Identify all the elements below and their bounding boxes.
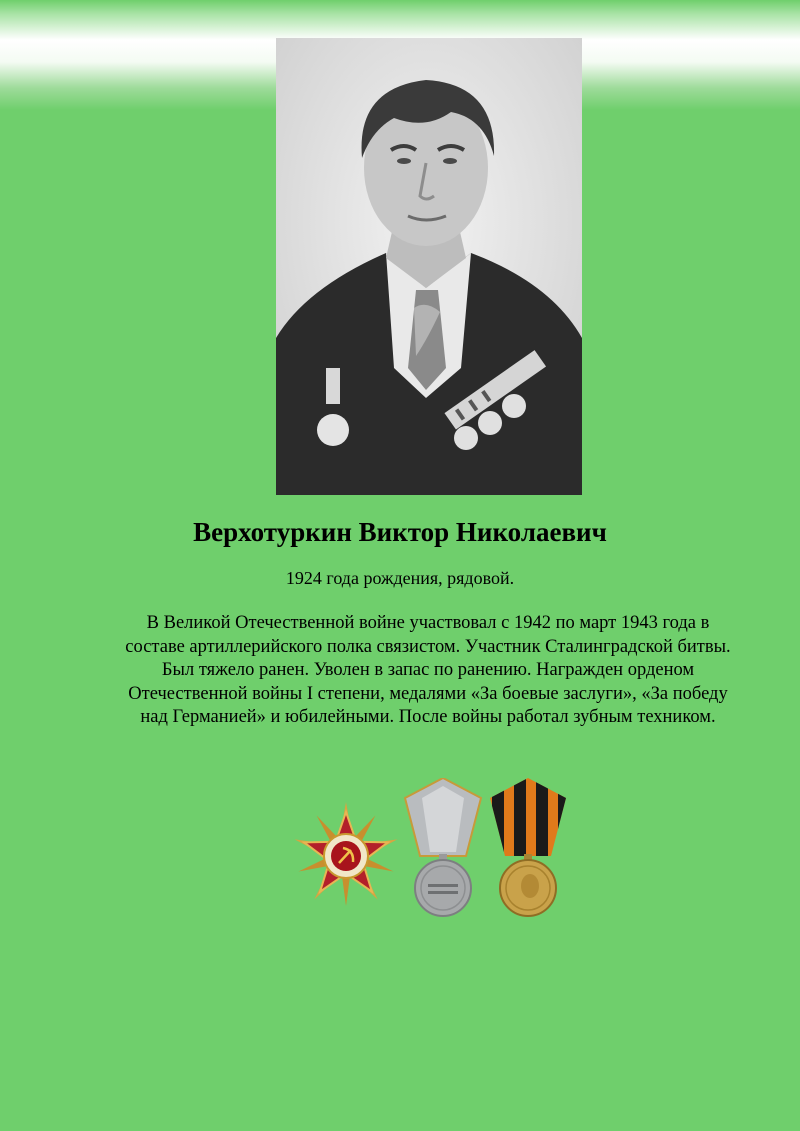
medal-victory-over-germany-icon	[486, 778, 570, 920]
biography-text: В Великой Отечественной войне участвовал с 1942 по март 1943 года в составе артиллерийского полка связистом. Участник Сталинградской битвы. Был тяжело ранен. Уволен в запас по ранению. Награжден орденом Отечественной войны I степени, медалями «За боевые заслуги», «За победу над Германией» и юбилейными. После войны работал зубным техником.	[125, 613, 731, 727]
order-patriotic-war-icon	[290, 800, 402, 912]
person-name: Верхотуркин Виктор Николаевич	[193, 517, 607, 547]
medal-combat-service-icon	[400, 778, 486, 920]
portrait-photo	[276, 38, 582, 495]
awards-row	[290, 778, 570, 920]
birth-rank-line: 1924 года рождения, рядовой.	[285, 568, 515, 588]
